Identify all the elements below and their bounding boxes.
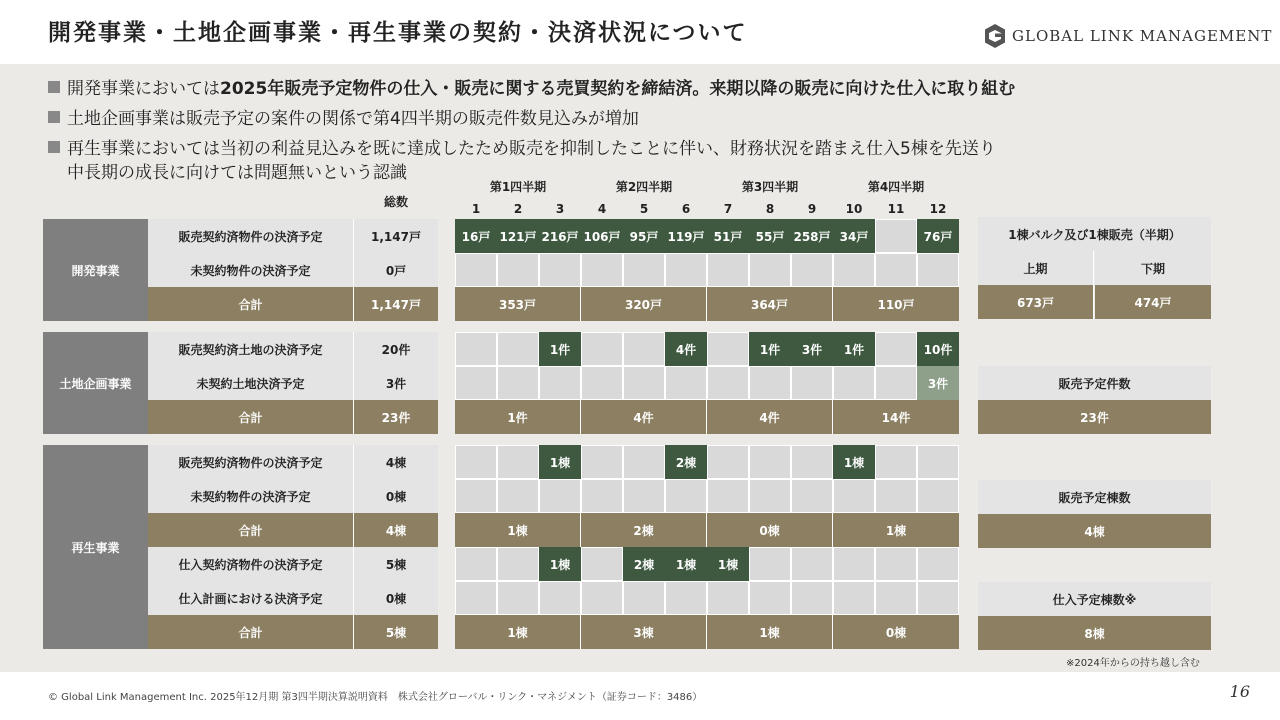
month-header: 2 [513, 202, 523, 216]
month-cell: 258戸 [791, 219, 833, 253]
month-header: 10 [845, 202, 863, 216]
month-cell [539, 253, 581, 287]
bulk-sales-title: 1棟バルク及び1棟販売（半期） [978, 217, 1211, 251]
month-cell [497, 445, 539, 479]
company-logo [984, 22, 1272, 50]
month-cell [497, 547, 539, 581]
month-header: 7 [723, 202, 733, 216]
month-cell [875, 332, 917, 366]
row-total: 0棟 [354, 479, 438, 513]
quarter-header: 第2四半期 [615, 179, 673, 194]
month-cell [455, 253, 497, 287]
month-cell [707, 332, 749, 366]
month-cell [833, 479, 875, 513]
month-header: 9 [807, 202, 817, 216]
month-cell [581, 366, 623, 400]
month-cell [791, 547, 833, 581]
total-row-label: 合計 [148, 615, 354, 649]
bullet-2: 土地企画事業は販売予定の案件の関係で第4四半期の販売件数見込みが増加 [48, 104, 639, 129]
total-header: 総数 [383, 194, 408, 209]
quarter-total-cell: 1件 [455, 400, 581, 434]
month-cell: 106戸 [581, 219, 623, 253]
month-cell [833, 253, 875, 287]
month-cell: 1棟 [539, 445, 581, 479]
month-cell [581, 581, 623, 615]
month-header: 11 [887, 202, 905, 216]
row-total: 5棟 [354, 547, 438, 581]
quarter-header: 第3四半期 [741, 179, 799, 194]
month-cell [497, 479, 539, 513]
first-half-value: 673戸 [978, 285, 1094, 319]
land-planned-count-label: 販売予定件数 [978, 366, 1211, 400]
quarter-total-cell: 4件 [581, 400, 707, 434]
row-total: 0棟 [354, 581, 438, 615]
row-total: 20件 [354, 332, 438, 366]
month-cell [581, 445, 623, 479]
month-cell: 1棟 [665, 547, 707, 581]
quarter-total-cell: 353戸 [455, 287, 581, 321]
month-cell [791, 581, 833, 615]
quarter-total-cell: 0棟 [833, 615, 959, 649]
month-cell: 2棟 [623, 547, 665, 581]
first-half-label: 上期 [978, 251, 1094, 285]
quarter-total-cell: 110戸 [833, 287, 959, 321]
month-cell [875, 445, 917, 479]
row-label: 未契約物件の決済予定 [148, 253, 354, 287]
month-cell: 3件 [791, 332, 833, 366]
month-cell [833, 547, 875, 581]
month-cell: 51戸 [707, 219, 749, 253]
total-row-label: 合計 [148, 400, 354, 434]
row-total: 3件 [354, 366, 438, 400]
quarter-total-cell: 1棟 [455, 513, 581, 547]
logo-text: GLOBAL LINK MANAGEMENT [1012, 27, 1273, 45]
content-area [0, 64, 1280, 672]
month-cell: 10件 [917, 332, 959, 366]
month-cell [875, 366, 917, 400]
quarter-total-cell: 320戸 [581, 287, 707, 321]
month-cell [455, 581, 497, 615]
row-label: 未契約土地決済予定 [148, 366, 354, 400]
month-cell [539, 581, 581, 615]
total-row-label: 合計 [148, 513, 354, 547]
month-cell [455, 366, 497, 400]
month-cell [749, 253, 791, 287]
month-cell [623, 445, 665, 479]
month-cell [623, 253, 665, 287]
month-cell: 3件 [917, 366, 959, 400]
row-label: 販売契約済物件の決済予定 [148, 445, 354, 479]
month-cell [665, 253, 707, 287]
row-label: 未契約物件の決済予定 [148, 479, 354, 513]
row-total: 23件 [354, 400, 438, 434]
month-cell [623, 332, 665, 366]
month-cell: 1棟 [539, 547, 581, 581]
bullet-square-icon [48, 141, 60, 153]
month-cell [875, 253, 917, 287]
month-cell [875, 219, 917, 253]
month-cell [665, 479, 707, 513]
month-cell: 1棟 [833, 445, 875, 479]
carryover-note: ※2024年からの持ち越し含む [1066, 658, 1200, 669]
month-cell: 121戸 [497, 219, 539, 253]
month-cell [749, 445, 791, 479]
month-cell [581, 253, 623, 287]
month-cell [623, 581, 665, 615]
quarter-total-cell: 3棟 [581, 615, 707, 649]
month-cell [749, 366, 791, 400]
land-planned-count-value: 23件 [978, 400, 1211, 434]
month-cell [455, 547, 497, 581]
page-title: 開発事業・土地企画事業・再生事業の契約・決済状況について [48, 20, 748, 46]
row-label: 販売契約済土地の決済予定 [148, 332, 354, 366]
month-cell [875, 547, 917, 581]
month-cell [497, 366, 539, 400]
month-cell [791, 253, 833, 287]
month-cell [623, 479, 665, 513]
month-cell [875, 581, 917, 615]
month-cell [707, 253, 749, 287]
month-cell [455, 445, 497, 479]
bullet-square-icon [48, 111, 60, 123]
month-cell [833, 581, 875, 615]
purchase-planned-count-label: 仕入予定棟数※ [978, 582, 1211, 616]
month-cell [875, 479, 917, 513]
quarter-total-cell: 0棟 [707, 513, 833, 547]
bullet-3: 再生事業においては当初の利益見込みを既に達成したため販売を抑制したことに伴い、財務状況を踏まえ仕入5棟を先送り [48, 134, 996, 159]
quarter-total-cell: 1棟 [707, 615, 833, 649]
month-cell: 4件 [665, 332, 707, 366]
month-header: 5 [639, 202, 649, 216]
header [0, 0, 1280, 64]
row-label: 仕入契約済物件の決済予定 [148, 547, 354, 581]
quarter-total-cell: 1棟 [455, 615, 581, 649]
month-cell [917, 547, 959, 581]
month-cell: 119戸 [665, 219, 707, 253]
month-header: 4 [597, 202, 607, 216]
second-half-label: 下期 [1095, 251, 1211, 285]
month-cell [497, 581, 539, 615]
quarter-total-cell: 2棟 [581, 513, 707, 547]
month-cell: 216戸 [539, 219, 581, 253]
rebuild-planned-count-label: 販売予定棟数 [978, 480, 1211, 514]
copyright: © Global Link Management Inc. 2025年12月期 第3四半期決算説明資料 株式会社グローバル・リンク・マネジメント（証券コード：3486） [48, 692, 703, 703]
month-cell [539, 479, 581, 513]
month-cell: 2棟 [665, 445, 707, 479]
month-cell [707, 445, 749, 479]
month-cell [749, 581, 791, 615]
month-cell [455, 332, 497, 366]
quarter-header: 第4四半期 [867, 179, 925, 194]
row-total: 1,147戸 [354, 219, 438, 253]
month-cell [917, 581, 959, 615]
row-label: 販売契約済物件の決済予定 [148, 219, 354, 253]
month-cell: 1件 [833, 332, 875, 366]
row-total: 4棟 [354, 513, 438, 547]
quarter-total-cell: 14件 [833, 400, 959, 434]
month-cell: 76戸 [917, 219, 959, 253]
month-cell [497, 332, 539, 366]
second-half-value: 474戸 [1095, 285, 1211, 319]
month-cell [581, 547, 623, 581]
bullet-square-icon [48, 81, 60, 93]
month-cell [665, 366, 707, 400]
month-cell [749, 479, 791, 513]
month-header: 8 [765, 202, 775, 216]
month-header: 12 [929, 202, 947, 216]
month-cell: 1棟 [707, 547, 749, 581]
month-cell [707, 479, 749, 513]
month-cell [455, 479, 497, 513]
month-cell [791, 479, 833, 513]
page-number: 16 [1229, 682, 1250, 701]
month-header: 6 [681, 202, 691, 216]
month-cell: 95戸 [623, 219, 665, 253]
month-cell [917, 479, 959, 513]
bullet-1: 開発事業においては2025年販売予定物件の仕入・販売に関する売買契約を締結済。来期以降の販売に向けた仕入に取り組む [48, 74, 1015, 99]
row-total: 0戸 [354, 253, 438, 287]
month-cell [539, 366, 581, 400]
section-name: 土地企画事業 [43, 332, 148, 434]
month-cell [665, 581, 707, 615]
month-cell: 55戸 [749, 219, 791, 253]
month-cell [749, 547, 791, 581]
month-cell [791, 445, 833, 479]
bullet-3-line-2: 中長期の成長に向けては問題無いという認識 [67, 163, 407, 183]
month-cell [917, 445, 959, 479]
quarter-total-cell: 1棟 [833, 513, 959, 547]
section-name: 再生事業 [43, 445, 148, 649]
month-cell [497, 253, 539, 287]
logo-mark-icon [984, 23, 1006, 49]
month-cell: 1件 [539, 332, 581, 366]
month-cell [623, 366, 665, 400]
row-label: 仕入計画における決済予定 [148, 581, 354, 615]
row-total: 4棟 [354, 445, 438, 479]
row-total: 1,147戸 [354, 287, 438, 321]
month-cell: 34戸 [833, 219, 875, 253]
row-total: 5棟 [354, 615, 438, 649]
purchase-planned-count-value: 8棟 [978, 616, 1211, 650]
month-cell [581, 332, 623, 366]
month-cell [917, 253, 959, 287]
quarter-total-cell: 364戸 [707, 287, 833, 321]
month-cell [581, 479, 623, 513]
month-cell [791, 366, 833, 400]
month-cell: 16戸 [455, 219, 497, 253]
month-cell [707, 581, 749, 615]
quarter-total-cell: 4件 [707, 400, 833, 434]
month-cell [833, 366, 875, 400]
total-row-label: 合計 [148, 287, 354, 321]
month-cell [707, 366, 749, 400]
section-name: 開発事業 [43, 219, 148, 321]
rebuild-planned-count-value: 4棟 [978, 514, 1211, 548]
footer [0, 672, 1280, 720]
month-header: 1 [471, 202, 481, 216]
quarter-header: 第1四半期 [489, 179, 547, 194]
month-header: 3 [555, 202, 565, 216]
month-cell: 1件 [749, 332, 791, 366]
